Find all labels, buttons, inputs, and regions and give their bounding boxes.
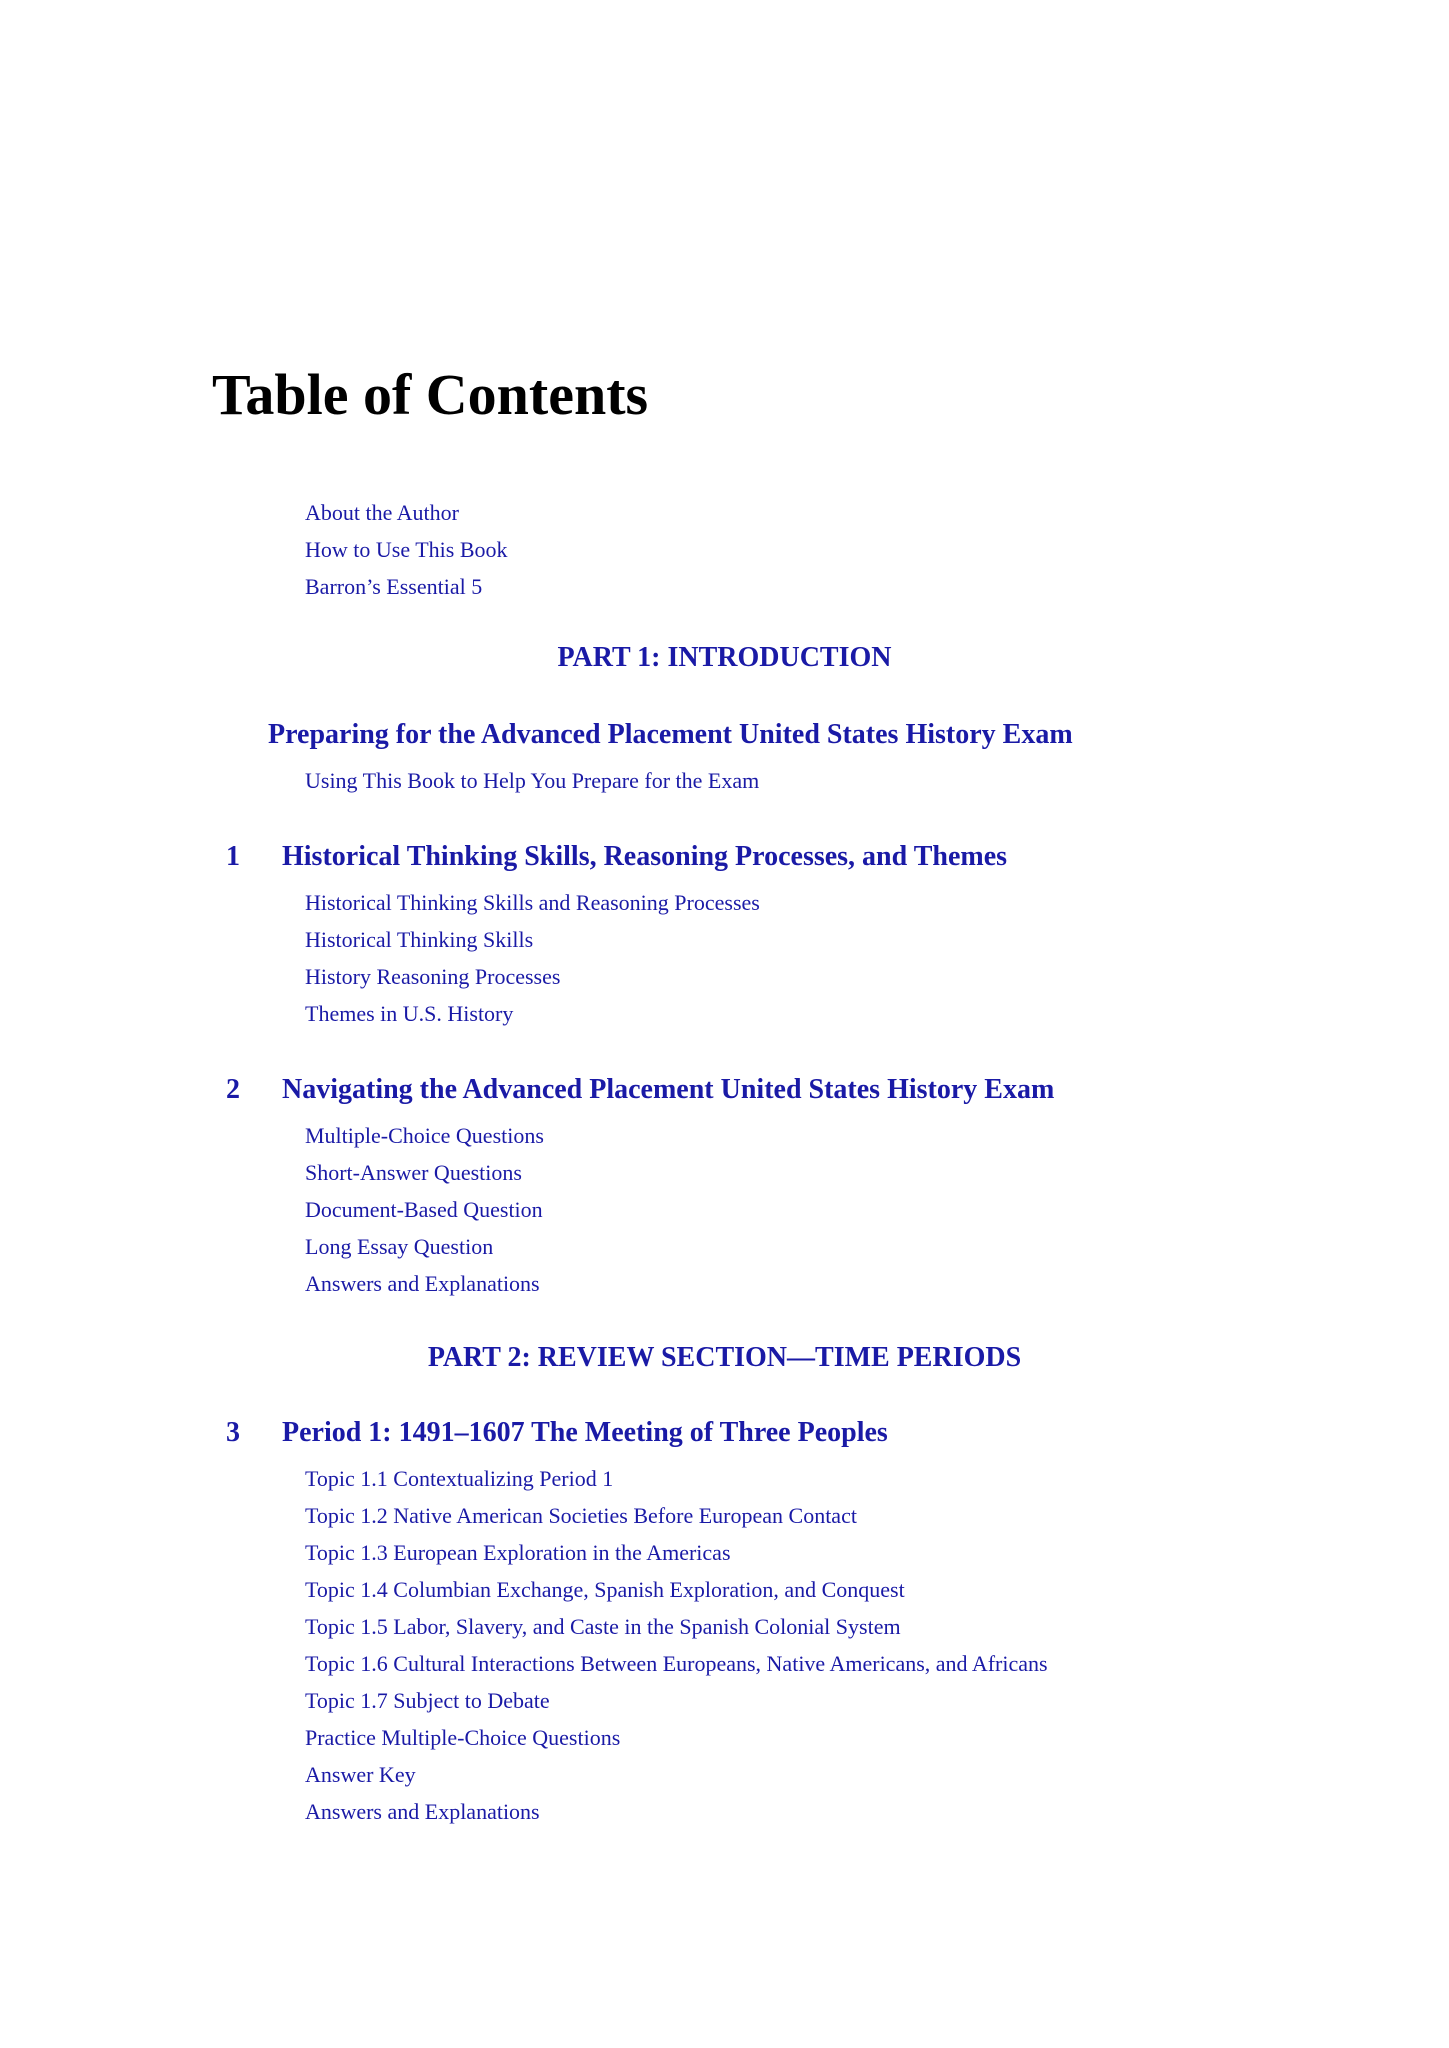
toc-link-ch3-item-1[interactable]: Topic 1.1 Contextualizing Period 1: [305, 1466, 614, 1491]
toc-link-ch1-item-1[interactable]: Historical Thinking Skills and Reasoning Processes: [305, 890, 760, 915]
chapter-heading-intro[interactable]: Preparing for the Advanced Placement United States History Exam: [268, 719, 1073, 750]
toc-link-ch3-item-7[interactable]: Topic 1.7 Subject to Debate: [305, 1688, 550, 1713]
chapter-number-3: 3: [226, 1417, 240, 1448]
chapter-number-1: 1: [226, 841, 240, 872]
toc-link-ch3-item-3[interactable]: Topic 1.3 European Exploration in the Americas: [305, 1540, 731, 1565]
chapter-heading-1[interactable]: Historical Thinking Skills, Reasoning Processes, and Themes: [282, 841, 1008, 872]
toc-link-ch3-item-10[interactable]: Answers and Explanations: [305, 1799, 540, 1824]
toc-link-ch3-item-4[interactable]: Topic 1.4 Columbian Exchange, Spanish Exploration, and Conquest: [305, 1577, 905, 1602]
toc-link-using-book[interactable]: Using This Book to Help You Prepare for the Exam: [305, 768, 760, 793]
chapter-number-2: 2: [226, 1074, 240, 1105]
toc-link-ch3-item-6[interactable]: Topic 1.6 Cultural Interactions Between Europeans, Native Americans, and Africans: [305, 1651, 1048, 1676]
page-title: Table of Contents: [212, 362, 649, 427]
toc-link-ch1-item-3[interactable]: History Reasoning Processes: [305, 964, 561, 989]
chapter-heading-3[interactable]: Period 1: 1491–1607 The Meeting of Three Peoples: [282, 1417, 888, 1448]
toc-link-ch3-item-9[interactable]: Answer Key: [305, 1762, 416, 1787]
toc-link-ch1-item-2[interactable]: Historical Thinking Skills: [305, 927, 534, 952]
chapter-heading-2[interactable]: Navigating the Advanced Placement United States History Exam: [282, 1074, 1055, 1105]
toc-link-ch1-item-4[interactable]: Themes in U.S. History: [305, 1001, 514, 1026]
part-heading-2[interactable]: PART 2: REVIEW SECTION—TIME PERIODS: [427, 1342, 1022, 1373]
toc-link-how-to-use[interactable]: How to Use This Book: [305, 537, 508, 562]
toc-link-ch3-item-2[interactable]: Topic 1.2 Native American Societies Before European Contact: [305, 1503, 857, 1528]
toc-link-ch2-item-4[interactable]: Long Essay Question: [305, 1234, 494, 1259]
toc-link-ch2-item-5[interactable]: Answers and Explanations: [305, 1271, 540, 1296]
toc-link-ch3-item-5[interactable]: Topic 1.5 Labor, Slavery, and Caste in the Spanish Colonial System: [305, 1614, 901, 1639]
toc-link-about-author[interactable]: About the Author: [305, 500, 459, 525]
part-heading-1[interactable]: PART 1: INTRODUCTION: [557, 642, 892, 673]
toc-link-ch2-item-1[interactable]: Multiple-Choice Questions: [305, 1123, 544, 1148]
toc-link-ch2-item-3[interactable]: Document-Based Question: [305, 1197, 543, 1222]
toc-link-ch3-item-8[interactable]: Practice Multiple-Choice Questions: [305, 1725, 621, 1750]
toc-link-essential-5[interactable]: Barron’s Essential 5: [305, 574, 483, 599]
toc-link-ch2-item-2[interactable]: Short-Answer Questions: [305, 1160, 522, 1185]
